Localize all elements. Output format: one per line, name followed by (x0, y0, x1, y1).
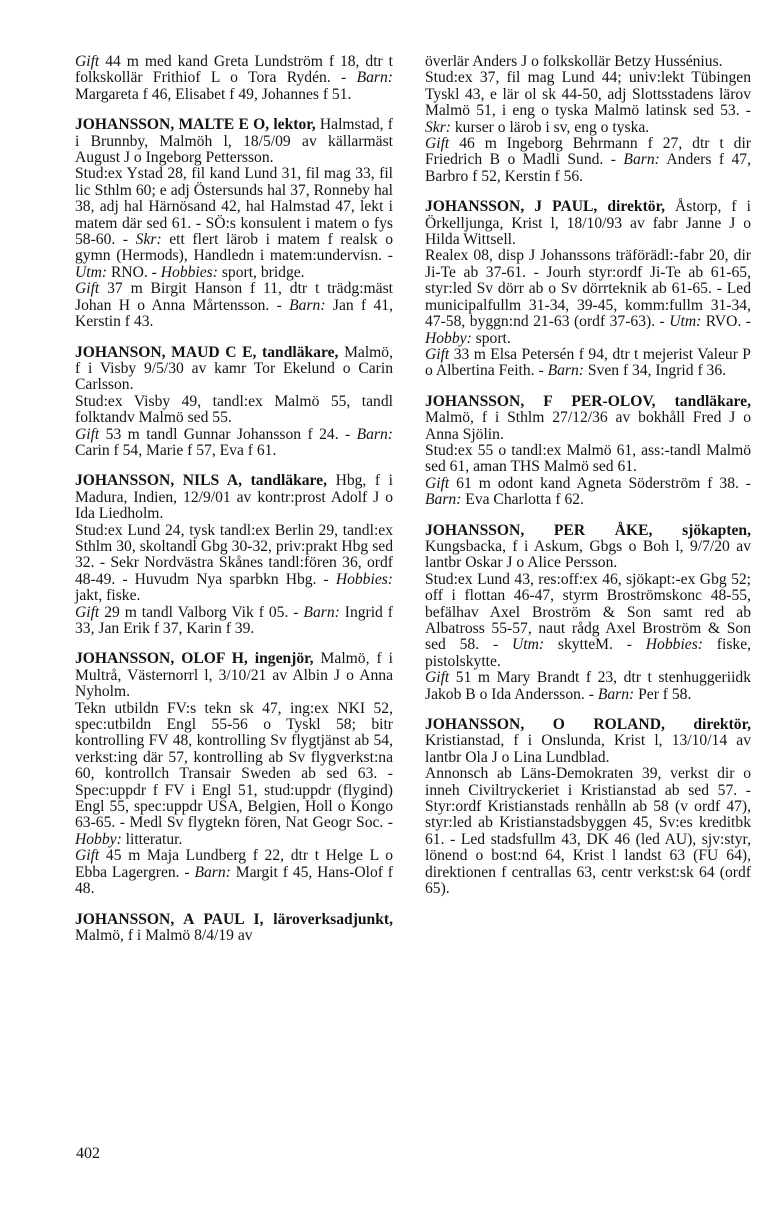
entry-text: Margareta f 46, Elisabet f 49, Johannes f 51. (75, 85, 352, 103)
entry-heading: JOHANSSON, J PAUL, direktör, (425, 198, 665, 216)
italic-label: Skr: (425, 118, 451, 136)
entry-text: Åstorp, f i Örkelljunga, Krist l, 18/10/93 av fabr Janne J o Hilda Wittsell. (425, 198, 751, 249)
right-column (425, 54, 751, 912)
entry-text: Kristianstad, f i Onslunda, Krist l, 13/10/14 av lantbr Ola J o Lina Lundblad. (425, 732, 751, 766)
entry-paragraph (425, 347, 751, 380)
italic-label: Barn: (289, 296, 326, 314)
entry-text: 45 m Maja Lundberg f 22, dtr t Helge L o Ebba Lagergren. - (75, 847, 393, 881)
italic-label: Gift (425, 345, 450, 363)
entry-paragraph (75, 394, 393, 427)
italic-label: Utm: (512, 636, 545, 654)
entry-paragraph (75, 701, 393, 849)
italic-label: Hobby: (75, 830, 122, 848)
entry-text: Stud:ex 55 o tandl:ex Malmö 61, ass:-tandl Malmö sed 61, aman THS Malmö sed 61. (425, 441, 751, 476)
entry-text: Carin f 54, Marie f 57, Eva f 61. (75, 441, 277, 459)
entry-text: Malmö, f i Sthlm 27/12/36 av bokhåll Fred J o Anna Sjölin. (425, 409, 751, 443)
italic-label: Utm: (75, 263, 108, 281)
biography-entry (425, 523, 751, 703)
entry-text: sport. (471, 329, 511, 347)
entry-text: Stud:ex Lund 24, tysk tandl:ex Berlin 29, tandl:ex Sthlm 30, skoltandl Gbg 30-32, priv:prakt Hbg sed 32. - Sekr Nordvästra Skånes tandl:fören 36, ordf 48-49. - Huvudm Nya sparbkn Hbg. - (75, 521, 393, 588)
entry-text: Jan f 41, Kerstin f 43. (75, 296, 393, 331)
biography-entry (75, 651, 393, 897)
entry-text: Malmö, f i Multrå, Västernorrl l, 3/10/21 av Albin J o Anna Nyholm. (75, 650, 393, 701)
italic-label: Barn: (356, 69, 393, 87)
entry-paragraph (75, 912, 393, 945)
entry-text: 37 m Birgit Hanson f 11, dtr t trädg:mäst Johan H o Anna Mårtensson. - (75, 280, 393, 314)
entry-text: Margit f 45, Hans-Olof f 48. (75, 863, 393, 898)
entry-paragraph (75, 345, 393, 394)
entry-text: 53 m tandl Gunnar Johansson f 24. - (99, 425, 357, 443)
entry-text: ett flert lärob i matem f realsk o gymn (Hermods), Handledn i matem:undervisn. - (75, 231, 393, 265)
entry-paragraph (425, 572, 751, 670)
entry-text: Tekn utbildn FV:s tekn sk 47, ing:ex NKI 52, spec:utbildn Engl 55-56 o Tyskl 58; bitr kontrolling FV 48, kontrolling Sv flygtjänst ab 54, verkst:ing där 57, kontrolling ab Sv flygverkst:na 60, kontrollch Transair Sweden ab sed 63. - Spec:uppdr f FV i Engl 51, stud:uppdr (flygind) Engl 55, spec:uppdr USA, Belgien, Holl o Kongo 63-65. - Medl Sv flygtekn fören, Nat Geogr Soc. - (75, 699, 393, 832)
entry-text: 29 m tandl Valborg Vik f 05. - (99, 603, 304, 621)
entry-text: Eva Charlotta f 62. (461, 491, 584, 509)
entry-heading: JOHANSSON, F PER-OLOV, tandläkare, (425, 392, 751, 410)
entry-text: Halmstad, f i Brunnby, Malmöh l, 18/5/09 av källarmäst August J o Ingeborg Pettersson. (75, 116, 393, 167)
biography-entry (75, 345, 393, 460)
biography-entry (425, 394, 751, 509)
entry-text: 61 m odont kand Agneta Söderström f 38. - (449, 474, 751, 492)
italic-label: Barn: (547, 362, 584, 380)
biography-entry (425, 54, 751, 185)
entry-paragraph (75, 281, 393, 330)
entry-text: Anders f 47, Barbro f 52, Kerstin f 56. (425, 151, 751, 185)
entry-paragraph (75, 605, 393, 638)
italic-label: Barn: (356, 425, 393, 443)
entry-paragraph (425, 70, 751, 136)
italic-label: Gift (425, 135, 450, 153)
entry-paragraph (425, 199, 751, 248)
entry-heading: JOHANSSON, O ROLAND, direktör, (425, 716, 751, 734)
biography-entry (425, 199, 751, 379)
entry-text: Stud:ex 37, fil mag Lund 44; univ:lekt Tübingen Tyskl 43, e lär ol sk 44-50, adj Slottsstadens lärov Malmö 51, i eng o tyska Malmö latinsk sed 53. - (425, 69, 751, 120)
biography-entry (75, 473, 393, 637)
entry-paragraph (75, 651, 393, 700)
entry-text: 44 m med kand Greta Lundström f 18, dtr t folkskollär Frithiof L o Tora Rydén. - (75, 53, 393, 87)
entry-text: fiske, pistolskytte. (425, 636, 752, 670)
italic-label: Barn: (623, 151, 660, 169)
italic-label: Gift (75, 425, 100, 443)
entry-text: Kungsbacka, f i Askum, Gbgs o Boh l, 9/7/20 av lantbr Oskar J o Alice Persson. (425, 537, 751, 572)
entry-text: jakt, fiske. (75, 587, 141, 605)
entry-text: Sven f 34, Ingrid f 36. (583, 362, 727, 380)
italic-label: Hobbies: (645, 636, 703, 654)
entry-heading: JOHANSSON, MALTE E O, lektor, (75, 116, 316, 134)
entry-text: kurser o lärob i sv, eng o tyska. (450, 118, 650, 136)
entry-paragraph (75, 54, 393, 103)
entry-text: Ingrid f 33, Jan Erik f 37, Karin f 39. (75, 603, 393, 637)
italic-label: Hobbies: (160, 263, 218, 281)
entry-paragraph (425, 670, 751, 703)
entry-paragraph (75, 523, 393, 605)
entry-text: Hbg, f i Madura, Indien, 12/9/01 av kontr:prost Adolf J o Ida Liedholm. (75, 472, 393, 523)
page-number: 402 (76, 1145, 100, 1162)
italic-label: Barn: (303, 603, 340, 621)
italic-label: Hobbies: (335, 570, 393, 588)
entry-text: Per f 58. (634, 685, 692, 703)
biography-entry (75, 117, 393, 330)
entry-text: Stud:ex Lund 43, res:off:ex 46, sjökapt:-ex Gbg 52; off i flottan 46-47, styrm Broströmskonc 48-55, befälhav Axel Broström & Son samt red ab Albatross 55-57, naut rådg Axel Broström & Son sed 58. - (425, 570, 751, 654)
entry-text: Realex 08, disp J Johanssons träförädl:-fabr 20, dir Ji-Te ab 37-61. - Jourh styr:ordf Ji-Te ab 61-65, styr:led Sv dörr ab o Sv dörrteknik ab 61-65. - Led municipalfullm 31-34, 39-45, komm:fullm 31-34, 47-58, byggn:nd 21-63 (ordf 37-63). - (425, 247, 751, 331)
entry-text: Malmö, f i Visby 9/5/30 av kamr Tor Ekelund o Carin Carlsson. (75, 343, 394, 394)
entry-text: sport, bridge. (217, 263, 305, 281)
biography-entry (75, 912, 393, 945)
entry-paragraph (75, 427, 393, 460)
entry-text: 51 m Mary Brandt f 23, dtr t stenhuggeriidk Jakob B o Ida Andersson. - (425, 669, 751, 703)
entry-paragraph (425, 523, 751, 572)
entry-text: 33 m Elsa Petersén f 94, dtr t mejerist Valeur P o Albertina Feith. - (425, 345, 751, 380)
left-column (75, 54, 393, 958)
entry-text: 46 m Ingeborg Behrmann f 27, dtr t dir Friedrich B o Madli Sund. - (425, 135, 751, 169)
entry-paragraph (425, 248, 751, 346)
entry-text: Stud:ex Ystad 28, fil kand Lund 31, fil mag 33, fil lic Sthlm 60; e adj Östersunds hal 37, Ronneby hal 38, adj hal Härnösand 42, hal Halmstad 47, lekt i matem där sed 61. - SÖ:s konsulent i matem o fys 58-60. - (75, 165, 393, 249)
entry-paragraph (75, 166, 393, 281)
entry-heading: JOHANSSON, A PAUL I, läroverksadjunkt, (75, 910, 393, 928)
entry-text: RNO. - (107, 263, 161, 281)
entry-text: Stud:ex Visby 49, tandl:ex Malmö 55, tandl folktandv Malmö sed 55. (75, 392, 393, 427)
italic-label: Gift (75, 847, 100, 865)
entry-text: Malmö, f i Malmö 8/4/19 av (75, 926, 253, 944)
entry-paragraph (425, 476, 751, 509)
entry-paragraph (425, 443, 751, 476)
entry-text: RVO. - (701, 313, 751, 331)
italic-label: Gift (75, 603, 100, 621)
entry-text: litteratur. (121, 830, 183, 848)
italic-label: Gift (425, 474, 450, 492)
entry-paragraph (425, 54, 751, 70)
italic-label: Gift (75, 280, 100, 298)
italic-label: Gift (425, 669, 450, 687)
entry-paragraph (75, 117, 393, 166)
entry-text: överlär Anders J o folkskollär Betzy Hussénius. (425, 53, 723, 70)
italic-label: Utm: (669, 313, 702, 331)
italic-label: Hobby: (425, 329, 472, 347)
italic-label: Barn: (597, 685, 635, 703)
biography-entry (425, 717, 751, 897)
entry-paragraph (425, 717, 751, 766)
biography-entry (75, 54, 393, 103)
entry-paragraph (425, 766, 751, 897)
entry-heading: JOHANSSON, NILS A, tandläkare, (75, 472, 328, 490)
entry-paragraph (425, 394, 751, 443)
entry-heading: JOHANSSON, OLOF H, ingenjör, (75, 650, 314, 668)
italic-label: Barn: (425, 491, 462, 509)
entry-heading: JOHANSSON, PER ÅKE, sjökapten, (425, 521, 751, 539)
italic-label: Gift (75, 53, 100, 70)
entry-paragraph (75, 473, 393, 522)
entry-paragraph (425, 136, 751, 185)
entry-heading: JOHANSON, MAUD C E, tandläkare, (75, 343, 339, 361)
italic-label: Barn: (194, 863, 231, 881)
italic-label: Skr: (135, 231, 162, 249)
entry-paragraph (75, 848, 393, 897)
entry-text: Annonsch ab Läns-Demokraten 39, verkst dir o inneh Civiltryckeriet i Kristianstad ab sed 57. - Styr:ordf Kristianstads renhålln ab 58 (v ordf 47), styr:led ab Kristianstadsbyggen 45, Sv:es kreditbk 61. - Led stadsfullm 43, DK 46 (led AU), sjv:styr, lönend o bost:nd 64, Krist l landst 63 (FU 64), direktionen f centrallas 63, centr verkst:sk 64 (ordf 65). (425, 765, 751, 898)
entry-text: skytteM. - (544, 636, 646, 654)
